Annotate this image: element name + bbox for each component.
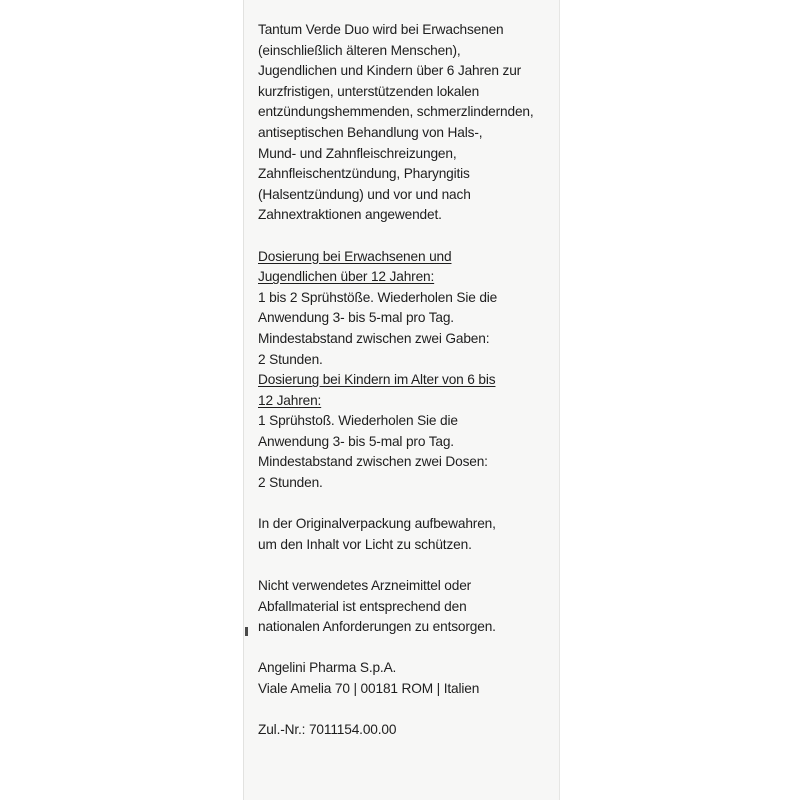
text-line: Anwendung 3- bis 5-mal pro Tag. <box>258 433 454 449</box>
text-line: Nicht verwendetes Arzneimittel oder <box>258 578 472 594</box>
dosage-adults-heading: Jugendlichen über 12 Jahren: <box>258 269 435 285</box>
dosage-children-heading: Dosierung bei Kindern im Alter von 6 bis <box>258 372 496 388</box>
registration-text: Zul.-Nr.: 7011154.00.00 <box>258 722 397 738</box>
text-line: (Halsentzündung) und vor und nach <box>258 186 471 202</box>
dosage-children-heading: 12 Jahren: <box>258 392 322 408</box>
dosage-adults-heading: Dosierung bei Erwachsenen und <box>258 248 452 264</box>
text-line: Mund- und Zahnfleischreizungen, <box>258 145 457 161</box>
package-text <box>258 20 558 741</box>
storage-paragraph <box>258 514 558 555</box>
background-left <box>0 0 243 800</box>
text-line: In der Originalverpackung aufbewahren, <box>258 516 496 532</box>
text-line: (einschließlich älteren Menschen), <box>258 42 461 58</box>
manufacturer-block <box>258 658 558 699</box>
dosage-section <box>258 247 558 494</box>
print-mark <box>245 627 248 636</box>
disposal-paragraph <box>258 576 558 638</box>
text-line: antiseptischen Behandlung von Hals-, <box>258 124 483 140</box>
text-line: Mindestabstand zwischen zwei Dosen: <box>258 454 488 470</box>
text-line: 2 Stunden. <box>258 351 323 367</box>
background-right <box>560 0 800 800</box>
text-line: Mindestabstand zwischen zwei Gaben: <box>258 330 490 346</box>
text-line: 1 bis 2 Sprühstöße. Wiederholen Sie die <box>258 289 498 305</box>
text-line: Zahnextraktionen angewendet. <box>258 207 442 223</box>
text-line: um den Inhalt vor Licht zu schützen. <box>258 536 472 552</box>
indication-paragraph <box>258 20 558 226</box>
text-line: entzündungshemmenden, schmerzlindernden, <box>258 104 534 120</box>
text-line: 2 Stunden. <box>258 475 323 491</box>
text-line: Tantum Verde Duo wird bei Erwachsenen <box>258 22 504 37</box>
text-line: nationalen Anforderungen zu entsorgen. <box>258 619 496 635</box>
text-line: Anwendung 3- bis 5-mal pro Tag. <box>258 310 454 326</box>
manufacturer-address: Viale Amelia 70 | 00181 ROM | Italien <box>258 681 480 696</box>
registration-number <box>258 720 558 741</box>
manufacturer-name: Angelini Pharma S.p.A. <box>258 660 397 676</box>
text-line: Jugendlichen und Kindern über 6 Jahren zur <box>258 63 522 79</box>
text-line: kurzfristigen, unterstützenden lokalen <box>258 83 480 99</box>
text-line: Zahnfleischentzündung, Pharyngitis <box>258 166 470 182</box>
text-line: 1 Sprühstoß. Wiederholen Sie die <box>258 413 458 429</box>
text-line: Abfallmaterial ist entsprechend den <box>258 598 467 614</box>
